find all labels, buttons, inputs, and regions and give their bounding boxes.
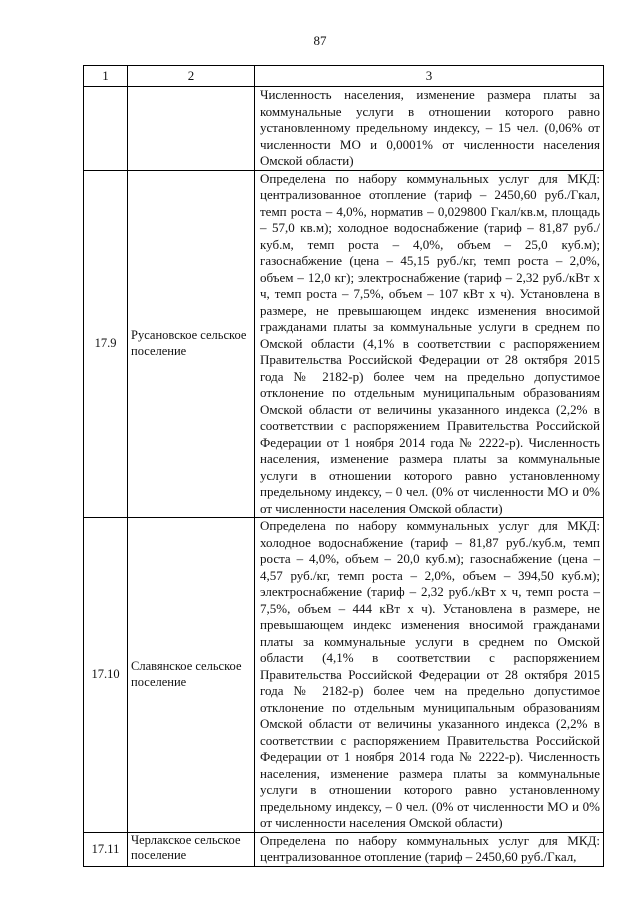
table-row <box>84 87 604 171</box>
row-number: 17.10 <box>84 518 128 833</box>
table-row <box>84 832 604 866</box>
row-description: Численность населения, изменение размера платы за коммунальные услуги в отношении которого равно установленному предельному индексу, – 15 чел. (0,06% от численности МО и 0,0001% от численности населения Омской области) <box>255 87 604 171</box>
row-description: Определена по набору коммунальных услуг для МКД: централизованное отопление (тариф – 2450,60 руб./Гкал, темп роста – 4,0%, норматив – 0,029800 Гкал/кв.м, площадь – 57,0 кв.м); холодное водоснабжение (тариф – 81,87 руб./куб.м, темп роста – 4,0%, объем – 25,0 куб.м); газоснабжение (цена – 45,15 руб./кг, темп роста – 2,0%, объем – 12,0 кг); электроснабжение (тариф – 2,32 руб./кВт х ч, темп роста – 7,5%, объем – 107 кВт х ч). Установлена в размере, не превышающем индекс изменения вносимой гражданами платы за коммунальные услуги в среднем по Омской области (4,1% в соответствии с распоряжением Правительства Российской Федерации от 28 октября 2015 года № 2182-р) более чем на предельно допустимое отклонение по отдельным муниципальным образованиям Омской области от величины указанного индекса (2,2% в соответствии с распоряжением Правительства Российской Федерации от 1 ноября 2014 года № 2222-р). Численность населения, изменение размера платы за коммунальные услуги в отношении которого равно установленному предельному индексу, – 0 чел. (0% от численности МО и 0% от численности населения Омской области) <box>255 170 604 518</box>
header-col-2: 2 <box>128 66 255 87</box>
row-description: Определена по набору коммунальных услуг для МКД: централизованное отопление (тариф – 2450,60 руб./Гкал, <box>255 832 604 866</box>
row-number: 17.9 <box>84 170 128 518</box>
settlement-name <box>128 87 255 171</box>
row-description: Определена по набору коммунальных услуг для МКД: холодное водоснабжение (тариф – 81,87 руб./куб.м, темп роста – 4,0%, объем – 20,0 куб.м); газоснабжение (цена – 4,57 руб./кг, темп роста – 2,0%, объем – 394,50 куб.м); электроснабжение (тариф – 2,32 руб./кВт х ч, темп роста – 7,5%, объем – 444 кВт х ч). Установлена в размере, не превышающем индекс изменения вносимой гражданами платы за коммунальные услуги в среднем по Омской области (4,1% в соответствии с распоряжением Правительства Российской Федерации от 28 октября 2015 года № 2182-р) более чем на предельно допустимое отклонение по отдельным муниципальным образованиям Омской области от величины указанного индекса (2,2% в соответствии с распоряжением Правительства Российской Федерации от 1 ноября 2014 года № 2222-р). Численность населения, изменение размера платы за коммунальные услуги в отношении которого равно установленному предельному индексу, – 0 чел. (0% от численности МО и 0% от численности населения Омской области) <box>255 518 604 833</box>
settlement-name: Русановское сельское поселение <box>128 170 255 518</box>
settlement-name: Черлакское сельское поселение <box>128 832 255 866</box>
row-number <box>84 87 128 171</box>
header-col-3: 3 <box>255 66 604 87</box>
table-row <box>84 518 604 833</box>
table-header-row <box>84 66 604 87</box>
page-number: 87 <box>313 33 327 48</box>
row-number: 17.11 <box>84 832 128 866</box>
settlement-name: Славянское сельское поселение <box>128 518 255 833</box>
header-col-1: 1 <box>84 66 128 87</box>
tariff-table <box>83 65 604 867</box>
table-row <box>84 170 604 518</box>
